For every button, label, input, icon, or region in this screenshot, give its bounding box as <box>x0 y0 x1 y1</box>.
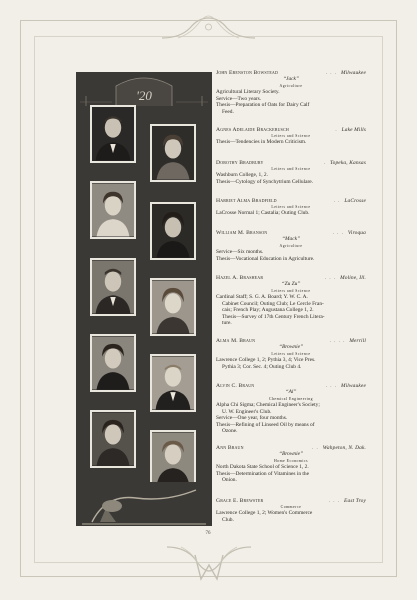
entry-5 <box>216 275 366 327</box>
entry-line: Feed. <box>222 108 234 115</box>
entry-name: Dorothy Bradbury <box>216 160 264 166</box>
entry-line: Service—Two years. <box>216 95 262 102</box>
entry-college: Chemical Engineering <box>268 397 314 401</box>
entry-city: Milwaukee <box>341 70 366 76</box>
entry-3 <box>216 198 366 217</box>
entry-nickname: “Brownie” <box>278 344 304 350</box>
page-number: 76 <box>205 531 211 536</box>
entry-nickname: “Al” <box>285 389 297 395</box>
entry-name: Alvin C. Braun <box>216 383 255 389</box>
entry-city: East Troy <box>344 498 366 504</box>
dot-leader: . . <box>333 199 341 204</box>
entry-city: Milwaukee <box>341 383 366 389</box>
portrait-photo <box>90 410 136 468</box>
entry-name: Ann Braun <box>216 445 244 451</box>
portrait-photo <box>150 354 196 412</box>
entry-name: Harriet Alma Bradfield <box>216 198 277 204</box>
portrait-photo <box>90 258 136 316</box>
entry-2 <box>216 160 366 185</box>
entry-0 <box>216 70 366 115</box>
dot-leader: . . . <box>332 231 344 236</box>
entries-column <box>216 70 366 530</box>
dot-leader: . . . <box>325 71 337 76</box>
entry-college: Letters and Science <box>271 167 311 171</box>
entry-nickname: “Mack” <box>282 236 300 242</box>
portrait-photo <box>90 334 136 392</box>
entry-8 <box>216 445 366 484</box>
dot-leader: . . . <box>325 384 337 389</box>
entry-line: Thesis—Survey of 17th Century French Litera- <box>222 313 325 320</box>
entry-name: Hazel A. Brashear <box>216 275 264 281</box>
photo-panel <box>76 72 212 526</box>
entry-line: Alpha Chi Sigma; Chemical Engineer's Society; <box>216 402 320 408</box>
entry-line: Thesis—Vocational Education in Agriculture. <box>216 255 315 262</box>
entry-name: William M. Branson <box>216 230 268 236</box>
dot-leader: . . . <box>324 276 337 281</box>
dot-leader: . . . <box>328 499 341 504</box>
entry-line: Thesis—Determination of Vitamines in the <box>216 470 309 477</box>
entry-name: Grace E. Brewster <box>216 498 264 504</box>
entry-1 <box>216 127 366 146</box>
entry-4 <box>216 230 366 262</box>
entry-college: Letters and Science <box>271 289 311 293</box>
entry-line: LaCrosse Normal 1; Castalia; Outing Club. <box>216 210 310 216</box>
entry-line: Thesis—Cytology of Synchytrium Cellulare. <box>216 178 314 185</box>
entry-line: Ozone. <box>222 428 238 435</box>
entry-6 <box>216 338 366 370</box>
entry-city: Lake Mills <box>341 127 366 133</box>
entry-line: Agricultural Literary Society. <box>216 89 280 95</box>
entry-line: Onion. <box>222 477 237 484</box>
entry-line: Cardinal Staff; S. G. A. Board; Y. W. C. A. <box>216 294 308 300</box>
entry-city: Viroqua <box>347 230 366 236</box>
portrait-photo <box>150 202 196 260</box>
dot-leader: . <box>323 161 326 166</box>
entry-line: Thesis—Refining of Linseed Oil by means of <box>216 421 315 428</box>
entry-nickname: “Brownie” <box>278 451 304 457</box>
entry-line: Service—Six months. <box>216 249 264 255</box>
entry-college: Commerce <box>280 505 302 509</box>
entry-line: Lawrence College 1, 2; Women's Commerce <box>216 510 313 516</box>
entry-line: Lawrence College 1, 2; Pythia 3, 4; Vice Pres. <box>216 357 316 363</box>
entry-city: Wahpeton, N. Dak. <box>322 445 366 451</box>
top-ornament <box>160 12 257 40</box>
entry-line: Washburn College, 1, 2. <box>216 172 268 178</box>
dot-leader: . . <box>312 446 319 451</box>
entry-line: Club. <box>222 516 234 523</box>
entry-name: Alma M. Braun <box>216 338 256 344</box>
entry-college: Letters and Science <box>271 205 311 209</box>
entry-college: Agriculture <box>279 244 303 248</box>
entry-line: North Dakota State School of Science 1, 2. <box>216 464 309 470</box>
entry-city: Topeka, Kansas <box>329 160 366 166</box>
entry-line: Pythia 3; Cor. Sec. 4; Outing Club 4. <box>222 363 302 370</box>
entry-college: Agriculture <box>279 84 303 88</box>
entry-nickname: “Jack” <box>283 76 299 82</box>
entry-name: Agnes Adelaide Brackebusch <box>216 127 289 133</box>
year-banner <box>76 72 212 106</box>
bottom-ornament <box>165 545 253 585</box>
entry-line: Thesis—Tendencies in Modern Criticism. <box>216 139 307 145</box>
entry-7 <box>216 383 366 435</box>
portrait-photo <box>90 181 136 239</box>
entry-line: cais; French Play; Augustana College 1, 2. <box>222 307 314 314</box>
entry-line: Cabinet Council; Outing Club; Le Cercle Fran- <box>222 300 324 307</box>
dot-leader: . . . . <box>329 339 346 344</box>
panel-footer-ornament <box>76 482 212 526</box>
entry-city: Moline, Ill. <box>340 275 366 281</box>
entry-college: Letters and Science <box>271 134 311 138</box>
entry-college: Letters and Science <box>271 352 311 356</box>
entry-line: U. W. Engineer's Club. <box>222 408 272 415</box>
portrait-photo <box>90 105 136 163</box>
portrait-photo <box>150 124 196 182</box>
entry-city: Merrill <box>349 338 366 344</box>
portrait-photo <box>150 278 196 336</box>
entry-9 <box>216 498 366 523</box>
entry-line: Service—One year, four months. <box>216 415 288 422</box>
entry-nickname: “Zu Zu” <box>281 281 301 287</box>
entry-college: Home Economics <box>273 459 309 463</box>
dot-leader: . <box>335 128 338 133</box>
entry-name: John Ebenston Bowstead <box>216 70 279 76</box>
portrait-photo <box>150 430 196 488</box>
entry-city: LaCrosse <box>344 198 366 204</box>
entry-line: ture. <box>222 320 232 327</box>
banner-year-text: '20 <box>136 88 152 103</box>
entry-line: Thesis—Preparation of Oats for Dairy Calf <box>216 102 310 109</box>
